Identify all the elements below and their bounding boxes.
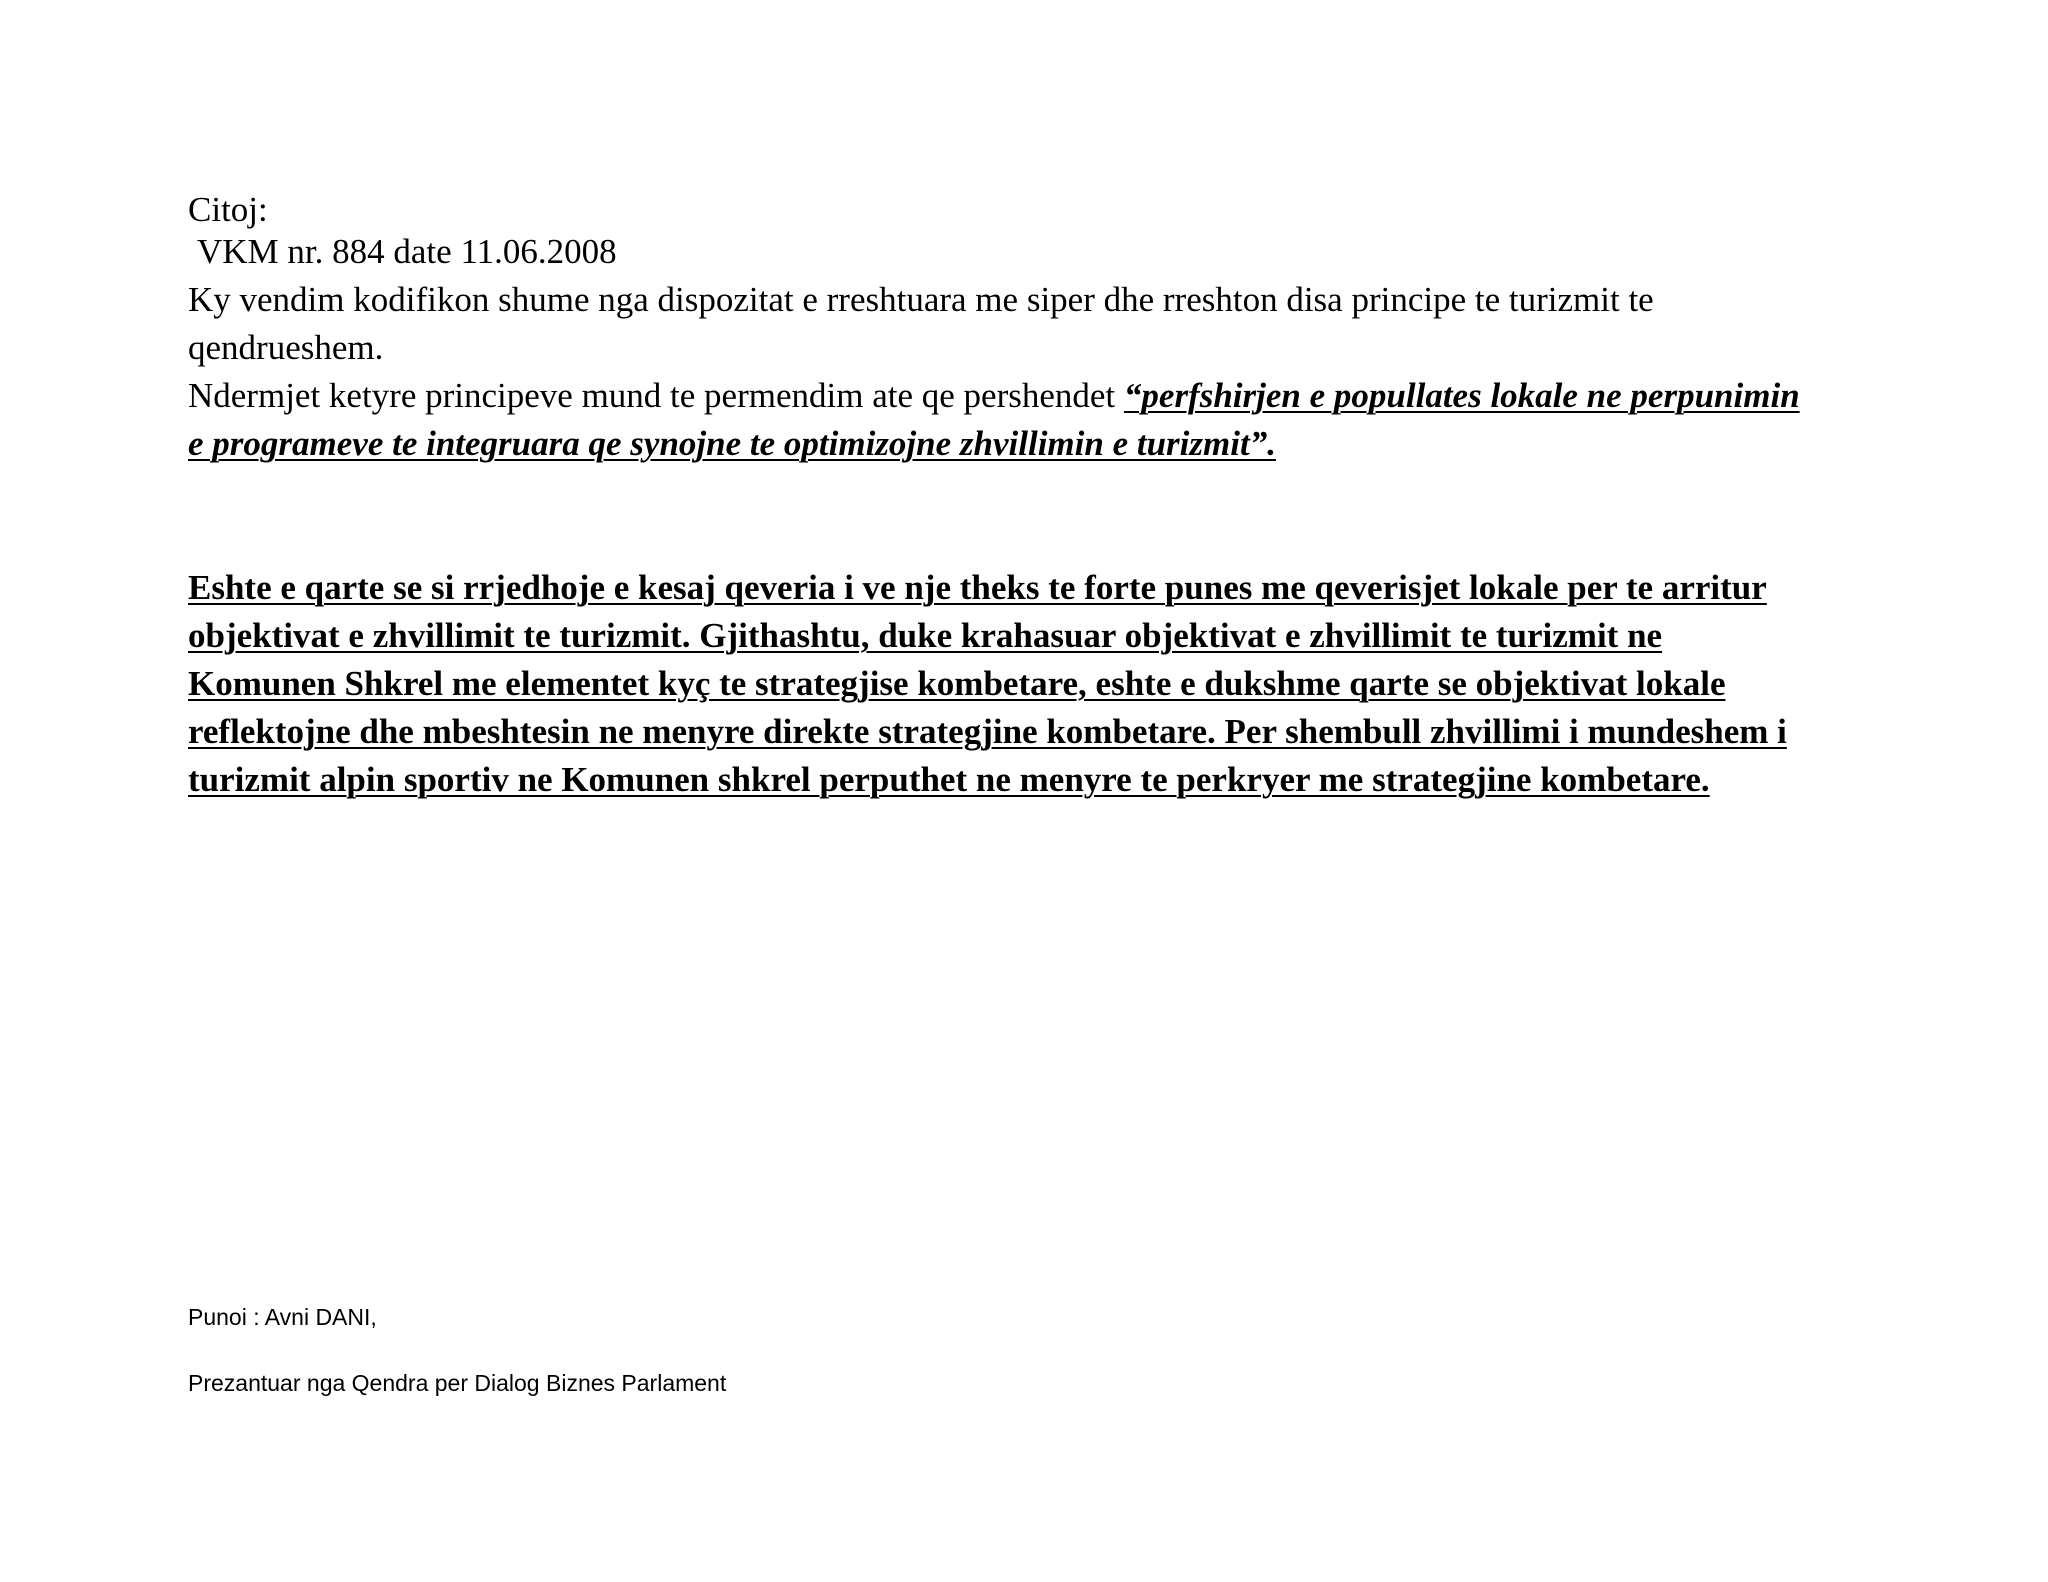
principle-quote-part-2: e programeve te integruara qe synojne te optimizojne zhvillimin e turizmit”. xyxy=(188,424,1276,463)
principle-line-2 xyxy=(188,420,1868,468)
conclusion-line: Komunen Shkrel me elementet kyç te strategjise kombetare, eshte e dukshme qarte se objektivat lokale xyxy=(188,664,1726,703)
conclusion-paragraph xyxy=(188,564,1878,804)
principle-quote-part-1: “perfshirjen e popullates lokale ne perpunimin xyxy=(1123,376,1800,415)
intro-line-2: qendrueshem. xyxy=(188,328,384,367)
conclusion-line: Eshte e qarte se si rrjedhoje e kesaj qeveria i ve nje theks te forte punes me qeverisjet lokale per te arritur xyxy=(188,568,1767,607)
intro-line-1: Ky vendim kodifikon shume nga dispozitat e rreshtuara me siper dhe rreshton disa principe te turizmit te xyxy=(188,280,1654,319)
intro-paragraph xyxy=(188,276,1868,468)
principle-line-1 xyxy=(188,372,1868,420)
conclusion-line: turizmit alpin sportiv ne Komunen shkrel perputhet ne menyre te perkryer me strategjine kombetare. xyxy=(188,760,1710,799)
document-heading: Citoj: xyxy=(188,190,268,229)
conclusion-line: reflektojne dhe mbeshtesin ne menyre direkte strategjine kombetare. Per shembull zhvillimi i mundeshem i xyxy=(188,712,1787,751)
principle-intro-text: Ndermjet ketyre principeve mund te permendim ate qe pershendet xyxy=(188,376,1124,415)
decision-reference: VKM nr. 884 date 11.06.2008 xyxy=(197,232,617,271)
presenter-credit: Prezantuar nga Qendra per Dialog Biznes Parlament xyxy=(188,1370,727,1396)
conclusion-line: objektivat e zhvillimit te turizmit. Gjithashtu, duke krahasuar objektivat e zhvillimit te turizmit ne xyxy=(188,616,1663,655)
author-credit: Punoi : Avni DANI, xyxy=(188,1304,377,1330)
